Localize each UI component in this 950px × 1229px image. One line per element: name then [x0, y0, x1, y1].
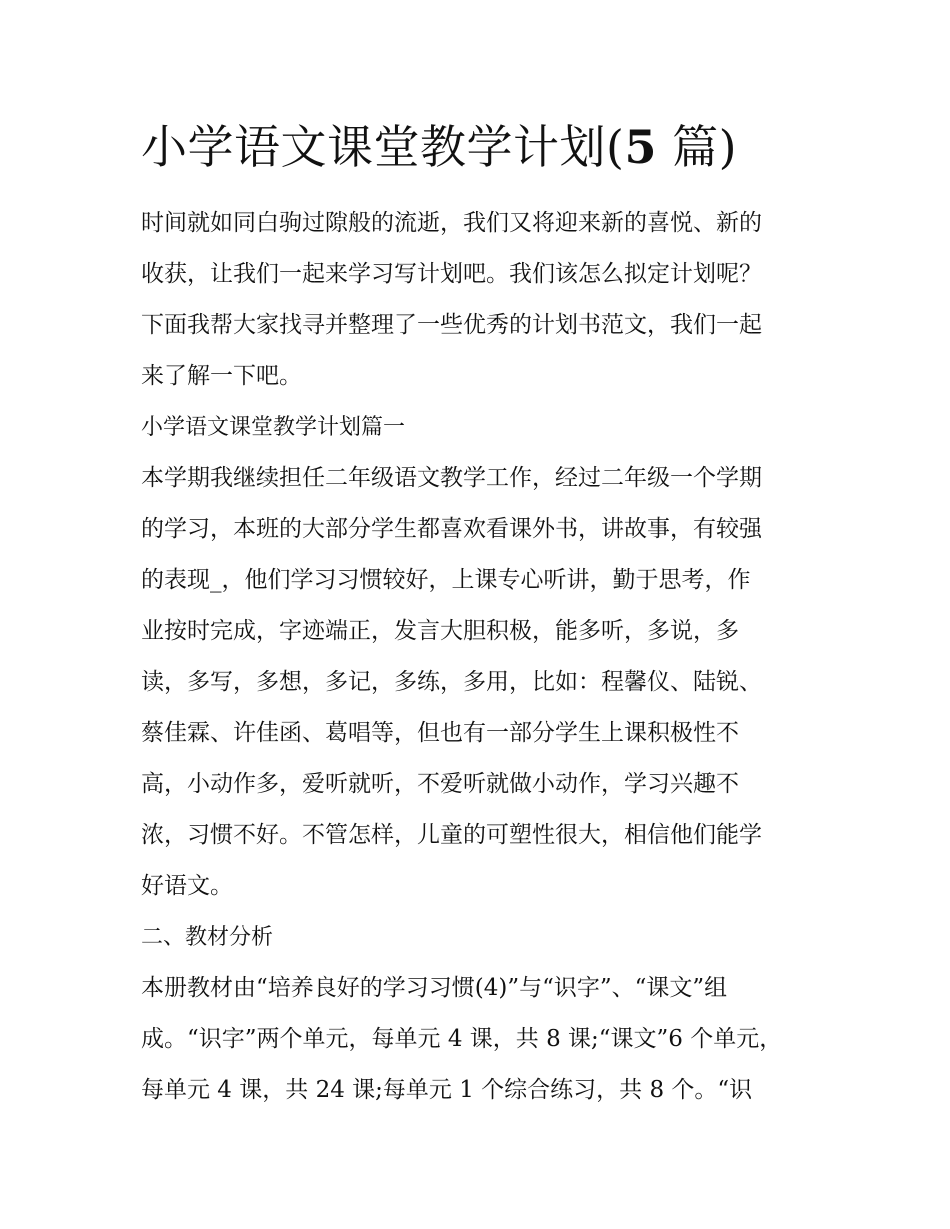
title-tail-text: 篇) [672, 120, 738, 174]
section1-line: 本学期我继续担任二年级语文教学工作，经过二年级一个学期 [141, 465, 762, 491]
title-number: 5 [624, 120, 657, 174]
section1-line: 蔡佳霖、许佳函、葛唱等，但也有一部分学生上课积极性不 [141, 720, 739, 746]
section1-line: 的表现_，他们学习习惯较好，上课专心听讲，勤于思考，作 [141, 567, 751, 593]
section2-line: 本册教材由“培养良好的学习习惯(4)”与“识字”、“课文”组 [141, 975, 728, 1001]
section1-line: 高，小动作多，爱听就听，不爱听就做小动作，学习兴趣不 [141, 771, 739, 797]
section1-line: 的学习，本班的大部分学生都喜欢看课外书，讲故事，有较强 [141, 516, 762, 542]
section1-line: 业按时完成，字迹端正，发言大胆积极，能多听，多说，多 [141, 618, 739, 644]
title-main-text: 小学语文课堂教学计划( [141, 120, 625, 174]
section1-line: 读，多写，多想，多记，多练，多用，比如：程馨仪、陆锐、 [141, 669, 762, 695]
document-title [141, 112, 850, 182]
section1-heading: 小学语文课堂教学计划篇一 [141, 415, 406, 440]
section1-line: 浓，习惯不好。不管怎样，儿童的可塑性很大，相信他们能学 [141, 822, 762, 848]
section1-paragraph [141, 453, 850, 912]
intro-line: 收获，让我们一起来学习写计划吧。我们该怎么拟定计划呢？ [141, 261, 762, 287]
section1-line: 好语文。 [141, 873, 233, 899]
intro-line: 来了解一下吧。 [141, 363, 302, 389]
section2-line: 每单元 4 课，共 24 课;每单元 1 个综合练习，共 8 个。“识 [141, 1077, 753, 1103]
section2-paragraph [141, 963, 850, 1116]
section2-heading: 二、教材分析 [141, 925, 274, 950]
intro-line: 时间就如同白驹过隙般的流逝，我们又将迎来新的喜悦、新的 [141, 210, 762, 236]
intro-line: 下面我帮大家找寻并整理了一些优秀的计划书范文，我们一起 [141, 312, 762, 338]
section2-line: 成。“识字”两个单元，每单元 4 课，共 8 课;“课文”6 个单元， [141, 1026, 783, 1052]
intro-paragraph [141, 198, 850, 402]
